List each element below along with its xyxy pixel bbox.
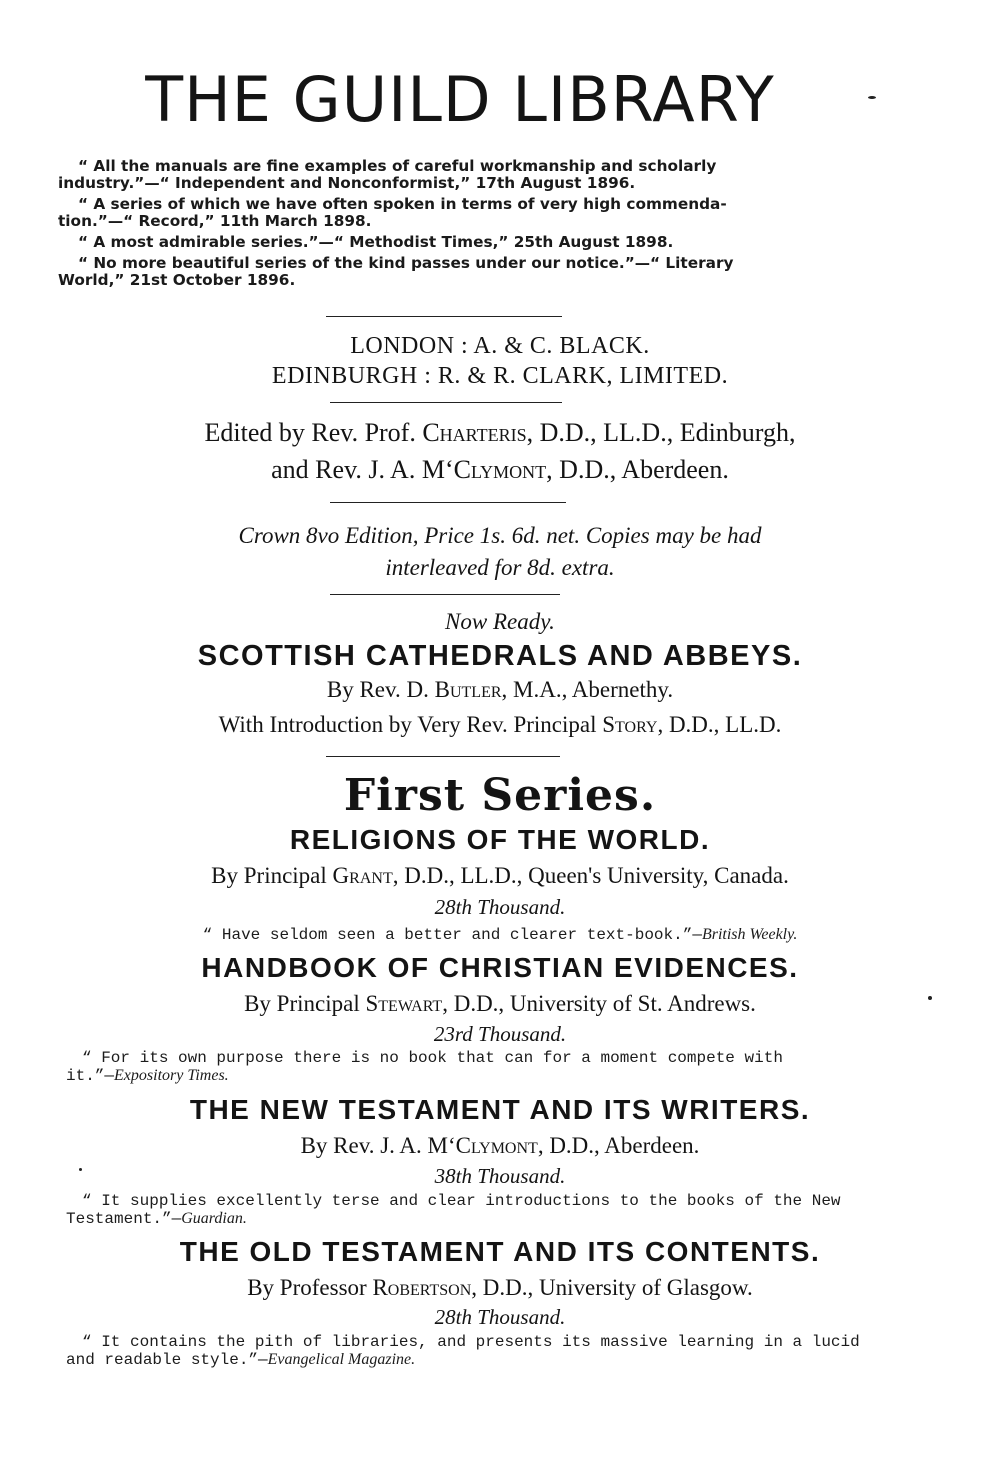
review-source: Guardian. [181,1210,247,1227]
press-notice: “ A series of which we have often spoken in terms of very high commenda- tion.”—“ Record,” 11th March 1898. [58,195,727,230]
book-author: By Rev. D. Butler, M.A., Abernethy. [326,677,674,702]
book-thousand: 28th Thousand. [434,1305,566,1329]
page-title: THE GUILD LIBRARY [145,63,775,136]
review-source: Expository Times. [114,1067,229,1084]
divider-rule [330,502,566,503]
book-author: By Professor Robertson, D.D., University of Glasgow. [247,1275,753,1300]
book-review: “ It supplies excellently terse and clear introductions to the books of the New Testament.”—Guardian. [66,1192,841,1228]
book-title: THE NEW TESTAMENT AND ITS WRITERS. [189,1094,811,1125]
press-notices [58,158,848,289]
book-author: By Rev. J. A. M‘Clymont, D.D., Aberdeen. [300,1133,700,1158]
divider-rule [326,756,560,757]
scan-speck [928,996,932,1000]
press-notice: “ All the manuals are fine examples of careful workmanship and scholarly industry.”—“ Independent and Nonconformist,” 17th August 1896. [58,157,717,192]
now-ready-label: Now Ready. [445,609,555,634]
divider-rule [330,402,562,403]
book-review: “ For its own purpose there is no book that can for a moment compete with it.”—Expository Times. [66,1049,783,1085]
divider-rule [330,594,560,595]
book-thousand: 38th Thousand. [434,1164,566,1188]
book-author: By Principal Stewart, D.D., University of St. Andrews. [244,991,756,1016]
book-introduction: With Introduction by Very Rev. Principal Story, D.D., LL.D. [218,712,782,737]
book-title: RELIGIONS OF THE WORLD. [289,824,711,855]
press-notice: “ No more beautiful series of the kind passes under our notice.”—“ Literary World,” 21st October 1896. [58,254,734,289]
book-review: “ It contains the pith of libraries, and presents its massive learning in a lucid and readable style.”—Evangelical Magazine. [66,1333,860,1369]
scan-speck [79,1168,82,1171]
edition-line-1: Crown 8vo Edition, Price 1s. 6d. net. Copies may be had [238,523,762,548]
book-title-scottish-cathedrals: SCOTTISH CATHEDRALS AND ABBEYS. [197,640,803,672]
editors-line-2: and Rev. J. A. M‘Clymont, D.D., Aberdeen. [271,455,729,484]
review-source: British Weekly. [701,926,798,943]
edition-line-2: interleaved for 8d. extra. [385,555,615,580]
book-thousand: 28th Thousand. [434,895,566,919]
book-author: By Principal Grant, D.D., LL.D., Queen's University, Canada. [211,863,789,888]
scan-speck [868,96,876,99]
book-thousand: 23rd Thousand. [433,1022,567,1046]
publisher-edinburgh: EDINBURGH : R. & R. CLARK, LIMITED. [271,363,729,389]
editors-line-1: Edited by Rev. Prof. Charteris, D.D., LL.D., Edinburgh, [204,418,796,447]
publisher-london: LONDON : A. & C. BLACK. [350,333,650,359]
book-title: THE OLD TESTAMENT AND ITS CONTENTS. [179,1236,821,1267]
book-review: “ Have seldom seen a better and clearer text-book.”—British Weekly. [202,926,798,944]
divider-rule [326,316,562,317]
review-source: Evangelical Magazine. [267,1351,416,1368]
press-notice: “ A most admirable series.”—“ Methodist Times,” 25th August 1898. [78,233,674,251]
book-title: HANDBOOK OF CHRISTIAN EVIDENCES. [201,952,799,983]
series-heading: First Series. [343,770,657,821]
